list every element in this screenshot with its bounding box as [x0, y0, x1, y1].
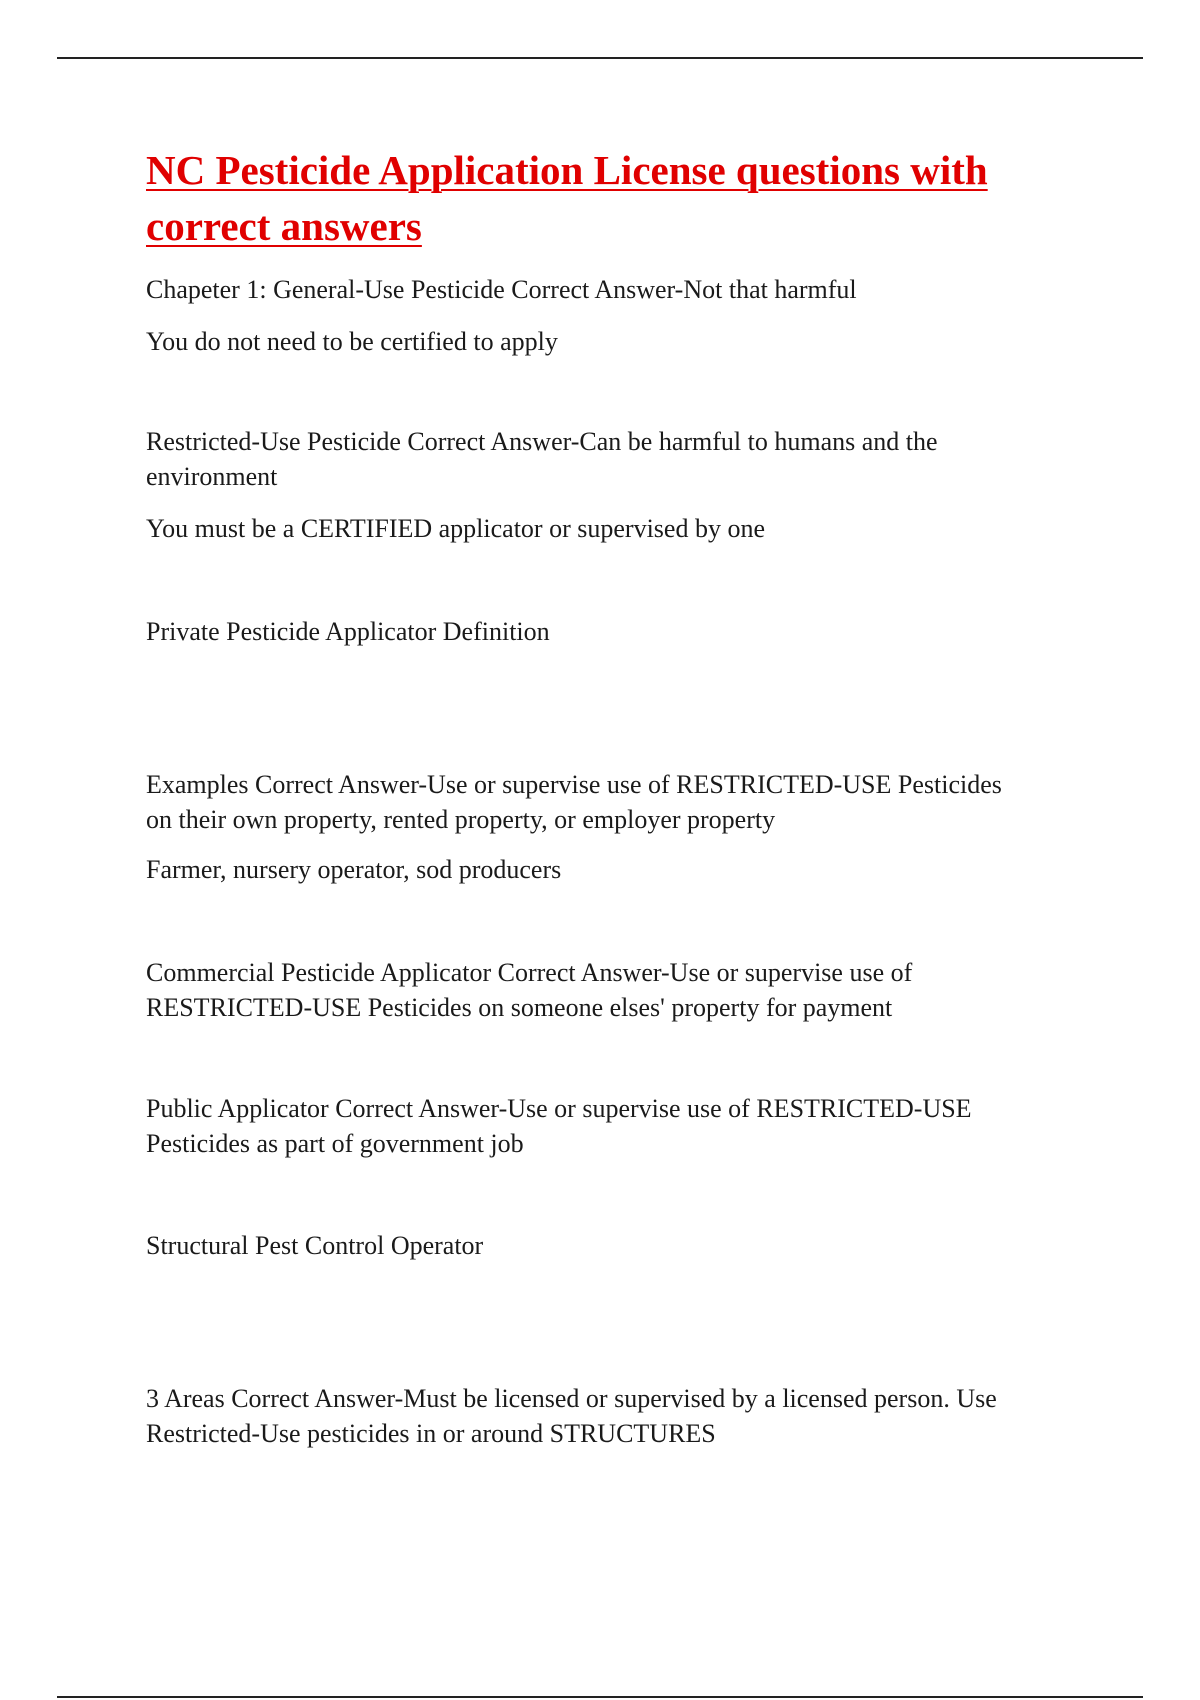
- paragraph-three-areas: 3 Areas Correct Answer-Must be licensed or supervised by a licensed person. Use Restricted-Use pesticides in or around STRUCTURES: [146, 1384, 997, 1448]
- paragraph-examples: Examples Correct Answer-Use or supervise use of RESTRICTED-USE Pesticides on their own property, rented property, or employer property: [146, 770, 1002, 834]
- paragraph-public-applicator: Public Applicator Correct Answer-Use or supervise use of RESTRICTED-USE Pesticides as part of government job: [146, 1094, 972, 1158]
- paragraph-structural-operator: Structural Pest Control Operator: [146, 1231, 484, 1260]
- header-rule: [57, 57, 1143, 59]
- paragraph-general-use: Chapeter 1: General-Use Pesticide Correct Answer-Not that harmful: [146, 275, 857, 304]
- paragraph-general-use-note: You do not need to be certified to apply: [146, 327, 558, 356]
- paragraph-private-applicator: Private Pesticide Applicator Definition: [146, 617, 550, 646]
- paragraph-restricted-use: Restricted-Use Pesticide Correct Answer-Can be harmful to humans and the environment: [146, 427, 938, 491]
- document-body: [146, 142, 1106, 1451]
- paragraph-commercial-applicator: Commercial Pesticide Applicator Correct Answer-Use or supervise use of RESTRICTED-USE Pesticides on someone elses' property for payment: [146, 958, 913, 1022]
- paragraph-examples-note: Farmer, nursery operator, sod producers: [146, 855, 562, 884]
- document-title: NC Pesticide Application License questions with correct answers: [146, 147, 988, 249]
- paragraph-restricted-use-note: You must be a CERTIFIED applicator or supervised by one: [146, 514, 765, 543]
- footer-rule: [57, 1696, 1143, 1698]
